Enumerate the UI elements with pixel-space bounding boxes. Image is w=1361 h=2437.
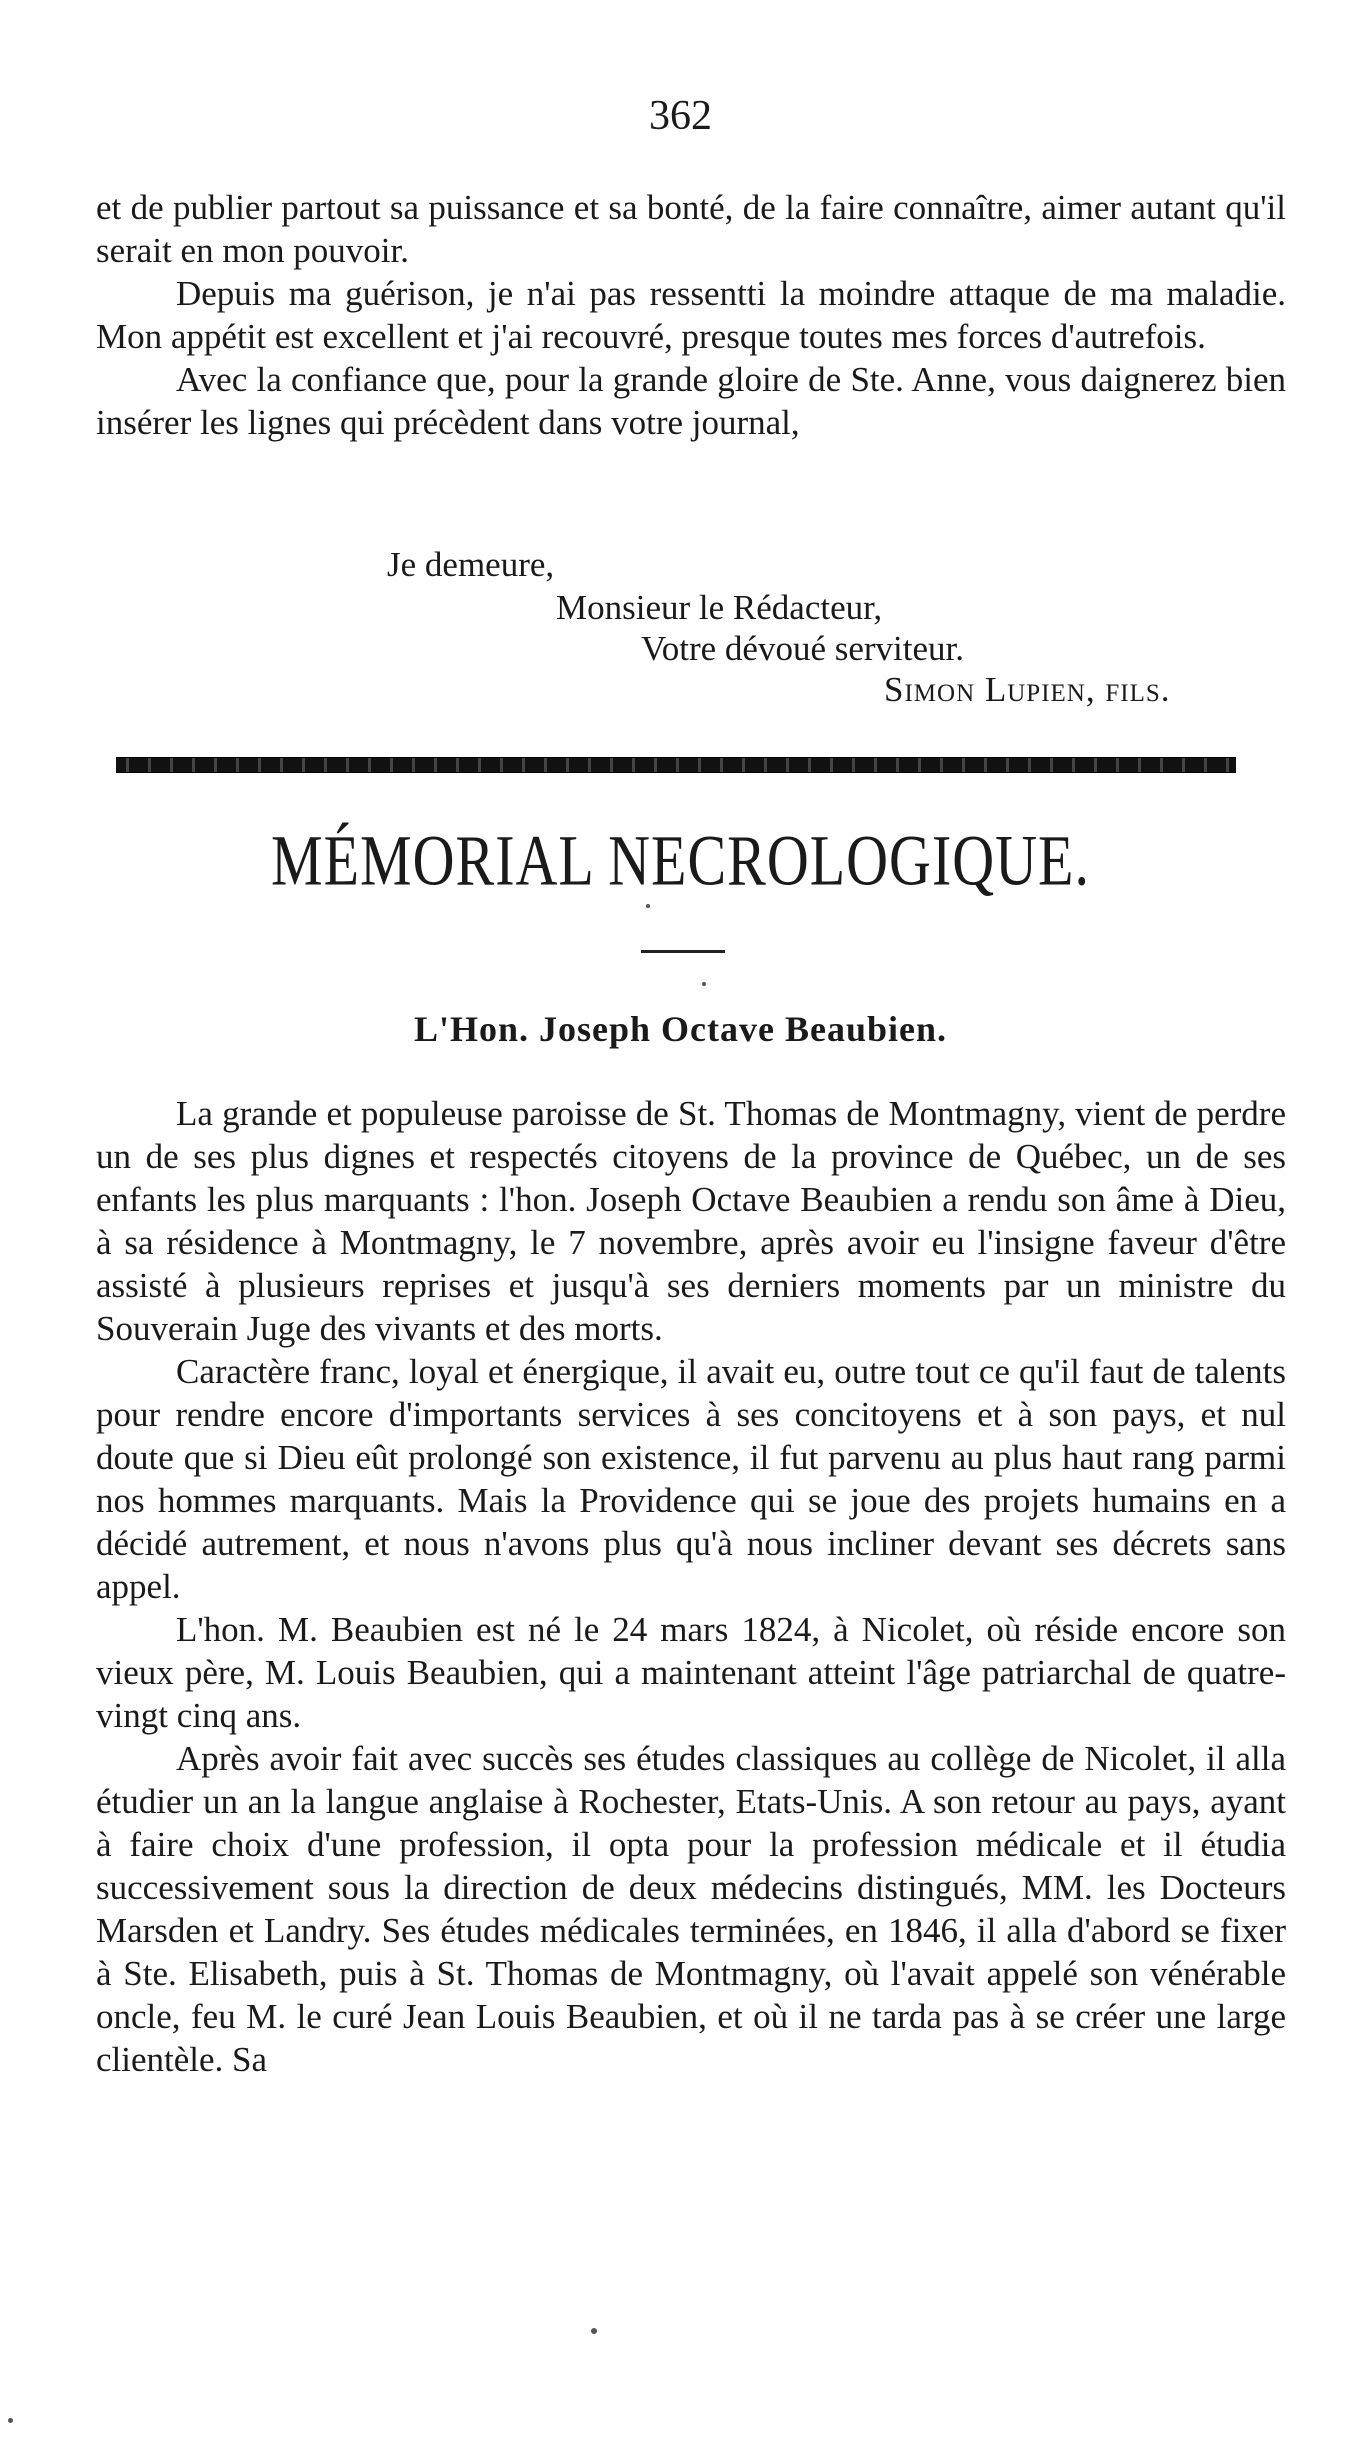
article-paragraph: La grande et populeuse paroisse de St. Thomas de Montmagny, vient de perdre un de ses plus dignes et respectés citoyens de la province de Québec, un de ses enfants les plus marquants : l'hon. Joseph Octave Beaubien a rendu son âme à Dieu, à sa résidence à Montmagny, le 7 novembre, après avoir eu l'insigne faveur d'être assisté à plusieurs reprises et jusqu'à ses derniers moments par un ministre du Souverain Juge des vivants et des morts.: [96, 1094, 1286, 1348]
letter-paragraph: et de publier partout sa puissance et sa bonté, de la faire connaître, aimer autant qu'il serait en mon pouvoir.: [96, 188, 1286, 270]
article-body: [96, 1092, 1286, 2081]
page-number: 362: [649, 93, 712, 139]
article-paragraph: Caractère franc, loyal et énergique, il avait eu, outre tout ce qu'il faut de talents pour rendre encore d'importants services à ses concitoyens et à son pays, et nul doute que si Dieu eût prolongé son existence, il fut parvenu au plus haut rang parmi nos hommes marquants. Mais la Providence qui se joue des projets humains en a décidé autrement, et nous n'avons plus qu'à nous incliner devant ses décrets sans appel.: [96, 1352, 1286, 1606]
article-title: L'Hon. Joseph Octave Beaubien.: [413, 1009, 948, 1049]
short-divider: [641, 950, 725, 953]
print-speck: [8, 2418, 13, 2423]
section-heading: MÉMORIAL NECROLOGIQUE.: [271, 819, 1090, 901]
letter-text: [96, 186, 1286, 444]
letter-paragraph: Depuis ma guérison, je n'ai pas ressentti la moindre attaque de ma maladie. Mon appétit est excellent et j'ai recouvré, presque toutes mes forces d'autrefois.: [96, 274, 1286, 356]
article-paragraph: Après avoir fait avec succès ses études classiques au collège de Nicolet, il alla étudier un an la langue anglaise à Rochester, Etats-Unis. A son retour au pays, ayant à faire choix d'une profession, il opta pour la profession médicale et il étudia successivement sous la direction de deux médecins distingués, MM. les Docteurs Marsden et Landry. Ses études médicales terminées, en 1846, il alla d'abord se fixer à Ste. Elisabeth, puis à St. Thomas de Montmagny, où l'avait appelé son vénérable oncle, feu M. le curé Jean Louis Beaubien, et où il ne tarda pas à se créer une large clientèle. Sa: [96, 1739, 1286, 2079]
letter-paragraph: Avec la confiance que, pour la grande gloire de Ste. Anne, vous daignerez bien insérer les lignes qui précèdent dans votre journal,: [96, 360, 1286, 442]
closing-line: Je demeure,: [387, 545, 555, 584]
ornamental-rule: [116, 757, 1236, 773]
print-speck: [646, 904, 650, 908]
print-speck: [702, 982, 706, 986]
closing-line: Monsieur le Rédacteur,: [556, 588, 883, 627]
print-speck: [591, 2328, 597, 2334]
closing-line: Votre dévoué serviteur.: [641, 629, 965, 668]
signature: Simon Lupien, fils.: [884, 670, 1171, 709]
article-paragraph: L'hon. M. Beaubien est né le 24 mars 1824, à Nicolet, où réside encore son vieux père, M. Louis Beaubien, qui a maintenant atteint l'âge patriarchal de quatre-vingt cinq ans.: [96, 1610, 1286, 1735]
